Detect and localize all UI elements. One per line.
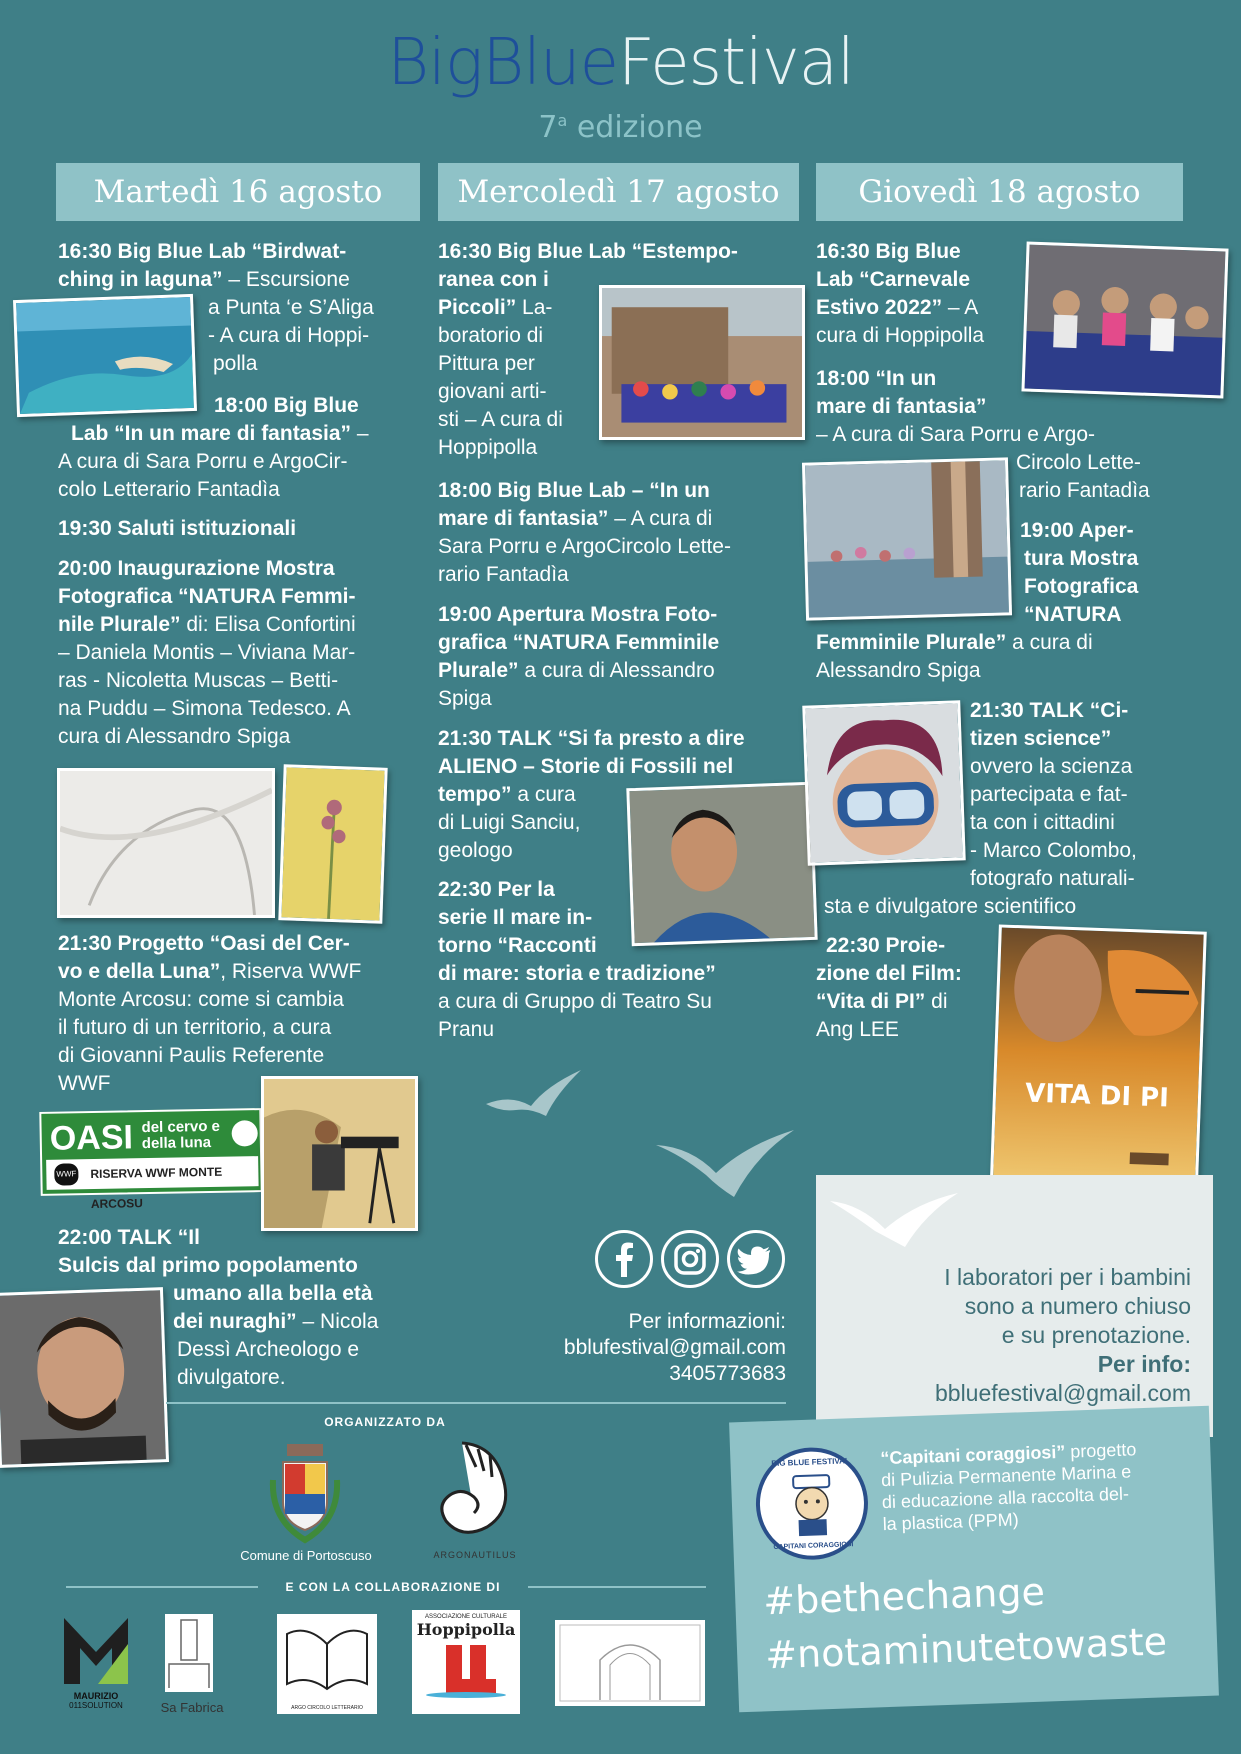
d3-e4-desc2: partecipata e fat- bbox=[970, 783, 1128, 806]
hoppipolla-assoc-label: ASSOCIAZIONE CULTURALE bbox=[425, 1614, 507, 1620]
d2-e4-title3: tempo” bbox=[438, 783, 512, 806]
d1-e5-title1: 21:30 Progetto “Oasi del Cer- bbox=[58, 932, 350, 955]
d1-e6-desc2: Dessì Archeologo e bbox=[177, 1338, 360, 1361]
d3-e1-title1: 16:30 Big Blue bbox=[816, 240, 961, 263]
d2-event-racconti bbox=[438, 876, 808, 1044]
hoppipolla-label: Hoppipolla bbox=[416, 1620, 516, 1639]
d3-e3-desc1: a cura di bbox=[1006, 631, 1093, 654]
hoppipolla-logo bbox=[412, 1610, 520, 1714]
d1-e5-desc1: , Riserva WWF bbox=[220, 960, 362, 983]
d1-e4-desc2: – Daniela Montis – Viviana Mar- bbox=[58, 641, 356, 664]
hashtag-notaminutetowaste: #notaminutetowaste bbox=[764, 1619, 1168, 1678]
capitani-text bbox=[880, 1436, 1203, 1535]
d2-e5-desc2: Pranu bbox=[438, 1018, 495, 1041]
d2-e3-title1: 19:00 Apertura Mostra Foto- bbox=[438, 603, 718, 626]
oasi-wwf-logo bbox=[39, 1108, 262, 1212]
vita-di-pi-poster bbox=[989, 924, 1207, 1209]
d2-e5-title3: torno “Racconti bbox=[438, 934, 597, 957]
d3-e1-title3: Estivo 2022” bbox=[816, 296, 943, 319]
argonautilus-label: ARGONAUTILUS bbox=[433, 1550, 517, 1560]
d3-e2-title1: 18:00 “In un bbox=[816, 367, 937, 390]
d3-e4-title1: 21:30 TALK “Ci- bbox=[970, 699, 1129, 722]
d1-e2-desc3: colo Letterario Fantadìa bbox=[58, 478, 280, 501]
d3-e5-desc2: Ang LEE bbox=[816, 1018, 899, 1041]
d3-e4-desc6-line bbox=[824, 893, 1204, 921]
d3-event-carnevale bbox=[816, 238, 1016, 350]
d1-e6-title2: Sulcis dal primo popolamento bbox=[58, 1254, 358, 1277]
d2-e5-title2: serie Il mare in- bbox=[438, 906, 593, 929]
instagram-icon[interactable] bbox=[661, 1230, 719, 1288]
d2-e1-desc4: giovani arti- bbox=[438, 380, 547, 403]
d3-e2-title2: mare di fantasia” bbox=[816, 395, 987, 418]
d1-event-fantasia bbox=[58, 392, 428, 504]
title-blue: Blue bbox=[482, 26, 618, 100]
d3-e1-desc1: – A bbox=[942, 296, 979, 319]
d1-e1-title2: ching in laguna” bbox=[58, 268, 223, 291]
d2-e4-desc1: a cura bbox=[511, 783, 576, 806]
day-header-3: Giovedì 18 agosto bbox=[816, 163, 1183, 221]
d1-e4-desc1: di: Elisa Confortini bbox=[180, 613, 356, 636]
d1-e4-title2: Fotografica “NATURA Femmi- bbox=[58, 585, 356, 608]
d2-e5-title4: di mare: storia e tradizione” bbox=[438, 962, 716, 985]
d1-e3-title: 19:30 Saluti istituzionali bbox=[58, 517, 297, 540]
day-header-1: Martedì 16 agosto bbox=[56, 163, 420, 221]
capitani-desc2: di Pulizia Permanente Marina e bbox=[880, 1461, 1132, 1491]
seagull-icon bbox=[656, 1125, 796, 1203]
d3-e5-desc1: di bbox=[925, 990, 948, 1013]
d1-e6-title1: 22:00 TALK “Il bbox=[58, 1226, 200, 1249]
day-header-2: Mercoledì 17 agosto bbox=[438, 163, 799, 221]
contacts-phone[interactable]: 3405773683 bbox=[669, 1362, 786, 1385]
d1-e5-desc4: di Giovanni Paulis Referente bbox=[58, 1044, 325, 1067]
d2-e3-title2: grafica “NATURA Femminile bbox=[438, 631, 720, 654]
d3-event-citizen-science bbox=[970, 697, 1220, 893]
maurizio-label2: 011SOLUTION bbox=[69, 1701, 123, 1710]
d3-e3-title5: Femminile Plurale” bbox=[816, 631, 1007, 654]
d3-e3-title3: Fotografica bbox=[1024, 575, 1139, 598]
d1-e6-title3: umano alla bella età bbox=[173, 1282, 373, 1305]
d2-e4-desc3: geologo bbox=[438, 839, 513, 862]
oasi-logo-line2: della luna bbox=[141, 1133, 212, 1153]
photographer-photo bbox=[261, 1076, 418, 1231]
facebook-icon[interactable] bbox=[595, 1230, 653, 1288]
twitter-icon[interactable] bbox=[727, 1230, 785, 1288]
d1-event-saluti bbox=[58, 515, 428, 543]
comune-label: Comune di Portoscuso bbox=[240, 1548, 372, 1563]
collaboration-label: E CON LA COLLABORAZIONE DI bbox=[285, 1580, 501, 1594]
capitani-title: “Capitani coraggiosi” bbox=[880, 1441, 1066, 1469]
capitani-desc1: progetto bbox=[1064, 1439, 1137, 1462]
moon-deer-icon bbox=[231, 1120, 257, 1146]
d3-e1-title2: Lab “Carnevale bbox=[816, 268, 971, 291]
d2-e1-title1: 16:30 Big Blue Lab “Estempo- bbox=[438, 240, 738, 263]
d3-e2-desc3: rario Fantadìa bbox=[1019, 479, 1150, 502]
contacts-email[interactable]: bblufestival@gmail.com bbox=[563, 1336, 786, 1359]
d1-e4-desc3: ras - Nicoletta Muscas – Betti- bbox=[58, 669, 339, 692]
nicola-dessi-photo bbox=[0, 1287, 169, 1468]
capitani-coraggiosi-box bbox=[729, 1406, 1219, 1713]
feather-photo bbox=[57, 768, 275, 918]
d2-e5-desc1: a cura di Gruppo di Teatro Su bbox=[438, 990, 712, 1013]
d1-e5-title2: vo e della Luna” bbox=[58, 960, 221, 983]
divider bbox=[528, 1586, 706, 1588]
partner-logo-gate bbox=[555, 1620, 705, 1706]
title-festival: Festival bbox=[617, 26, 854, 100]
captain-cat-icon bbox=[781, 1471, 843, 1539]
seagull-icon bbox=[830, 1189, 960, 1251]
capitani-desc3: di educazione alla raccolta del- bbox=[881, 1483, 1130, 1513]
d1-e1-title1: 16:30 Big Blue Lab “Birdwat- bbox=[58, 240, 347, 263]
contacts-label: Per informazioni: bbox=[628, 1310, 786, 1333]
d2-e1-title2: ranea con i bbox=[438, 268, 549, 291]
d1-e2-title2: Lab “In un mare di fantasia” bbox=[71, 422, 352, 445]
mask-boy-photo bbox=[802, 700, 965, 865]
d1-e4-desc5: cura di Alessandro Spiga bbox=[58, 725, 291, 748]
d2-event-mostra bbox=[438, 601, 808, 713]
info-box bbox=[816, 1175, 1213, 1437]
d2-e3-desc1: a cura di Alessandro bbox=[518, 659, 715, 682]
argonautilus-logo bbox=[432, 1435, 518, 1550]
edition-number: 7 bbox=[538, 110, 558, 145]
festival-title bbox=[0, 28, 1241, 98]
edition-text: edizione bbox=[576, 110, 703, 145]
d1-event-mostra bbox=[58, 555, 428, 751]
d2-e1-title3: Piccoli” bbox=[438, 296, 517, 319]
contacts-block bbox=[520, 1309, 786, 1387]
d1-e2-desc2: A cura di Sara Porru e ArgoCir- bbox=[58, 450, 348, 473]
d2-e2-title2: mare di fantasia” bbox=[438, 507, 609, 530]
d3-e5-title1: 22:30 Proie- bbox=[826, 934, 946, 957]
d1-e5-desc5: WWF bbox=[58, 1072, 111, 1095]
maurizio-logo bbox=[62, 1614, 130, 1714]
d3-e4-desc5: fotografo naturali- bbox=[970, 867, 1135, 890]
d1-e4-title1: 20:00 Inaugurazione Mostra bbox=[58, 557, 335, 580]
divider bbox=[166, 1402, 786, 1404]
d2-e5-title1: 22:30 Per la bbox=[438, 878, 555, 901]
info-line1: I laboratori per i bambini bbox=[944, 1264, 1191, 1290]
capitani-badge bbox=[754, 1446, 870, 1562]
d1-e5-desc3: il futuro di un territorio, a cura bbox=[58, 1016, 332, 1039]
d2-e1-desc2: boratorio di bbox=[438, 324, 544, 347]
argo-circolo-logo bbox=[277, 1614, 377, 1714]
d1-e6-title4: dei nuraghi” bbox=[173, 1310, 297, 1333]
d2-e1-desc1: La- bbox=[516, 296, 553, 319]
d1-e1-desc1: – Escursione bbox=[222, 268, 350, 291]
d1-e6-desc3: divulgatore. bbox=[177, 1366, 286, 1389]
d1-e2-desc1: – bbox=[351, 422, 369, 445]
d2-e4-title1: 21:30 TALK “Si fa presto a dire bbox=[438, 727, 745, 750]
d2-event-fantasia bbox=[438, 477, 808, 589]
d2-e2-desc2: Sara Porru e ArgoCircolo Lette- bbox=[438, 535, 731, 558]
maurizio-label1: MAURIZIO bbox=[73, 1691, 119, 1701]
oasi-logo-line1: del cervo e bbox=[141, 1117, 221, 1137]
d2-e4-title2: ALIENO – Storie di Fossili nel bbox=[438, 755, 734, 778]
d1-e1-desc4: polla bbox=[213, 352, 258, 375]
sa-fabrica-logo bbox=[165, 1614, 213, 1692]
wwf-panda-icon: WWF bbox=[54, 1163, 78, 1185]
d1-e5-desc2: Monte Arcosu: come si cambia bbox=[58, 988, 344, 1011]
info-email[interactable]: bbluefestival@gmail.com bbox=[934, 1380, 1191, 1406]
d3-e3-title1: 19:00 Aper- bbox=[1020, 519, 1134, 542]
d1-e1-desc3: - A cura di Hoppi- bbox=[208, 324, 370, 347]
badge-top-label: BIG BLUE FESTIVAL bbox=[771, 1456, 850, 1469]
d3-e1-desc2: cura di Hoppipolla bbox=[816, 324, 985, 347]
d3-e5-title2: zione del Film: bbox=[816, 962, 962, 985]
info-line2: sono a numero chiuso bbox=[964, 1293, 1191, 1319]
edition-label bbox=[0, 110, 1241, 145]
d3-e3-desc2: Alessandro Spiga bbox=[816, 659, 981, 682]
sa-fabrica-label: Sa Fabrica bbox=[160, 1700, 224, 1715]
d1-e4-title3: nile Plurale” bbox=[58, 613, 181, 636]
portoscuso-coat-of-arms bbox=[265, 1440, 345, 1550]
d2-e2-title1: 18:00 Big Blue Lab – “In un bbox=[438, 479, 710, 502]
d2-e2-desc3: rario Fantadìa bbox=[438, 563, 569, 586]
divider bbox=[66, 1586, 258, 1588]
d1-event-oasi bbox=[58, 930, 428, 1098]
badge-bottom-label: CAPITANI CORAGGIOSI bbox=[773, 1541, 854, 1551]
d3-e4-title2: tizen science” bbox=[970, 727, 1112, 750]
info-line3: e su prenotazione. bbox=[1001, 1322, 1191, 1348]
argo-circolo-label: ARGO CIRCOLO LETTERARIO bbox=[291, 1705, 363, 1711]
d1-e4-desc4: na Puddu – Simona Tedesco. A bbox=[58, 697, 351, 720]
poster-title: VITA DI PI bbox=[1024, 1078, 1170, 1114]
d3-e4-desc3: ta con i cittadini bbox=[970, 811, 1115, 834]
d1-e2-title1: 18:00 Big Blue bbox=[214, 394, 359, 417]
organized-by-label: ORGANIZZATO DA bbox=[324, 1415, 446, 1429]
oasi-logo-reserve: RISERVA WWF MONTE ARCOSU bbox=[46, 1156, 258, 1190]
painting-lab-photo bbox=[599, 285, 805, 440]
d3-e3-title2: tura Mostra bbox=[1024, 547, 1139, 570]
info-text bbox=[935, 1263, 1191, 1408]
hashtag-bethechange: #bethechange bbox=[762, 1569, 1046, 1624]
d2-e4-desc2: di Luigi Sanciu, bbox=[438, 811, 581, 834]
d3-e2-desc1: – A cura di Sara Porru e Argo- bbox=[816, 423, 1095, 446]
d3-e3-title4: “NATURA bbox=[1024, 603, 1122, 626]
seagull-icon bbox=[486, 1066, 586, 1124]
d2-e1-desc5: sti – A cura di bbox=[438, 408, 563, 431]
d3-e5-title3: “Vita di PI” bbox=[816, 990, 926, 1013]
title-big: Big bbox=[387, 26, 483, 100]
d2-e2-desc1: – A cura di bbox=[608, 507, 713, 530]
d2-e3-desc2: Spiga bbox=[438, 687, 492, 710]
d3-event-mostra bbox=[816, 517, 1216, 685]
oasi-logo-text: OASI bbox=[49, 1118, 134, 1158]
d3-event-film bbox=[816, 932, 996, 1044]
d2-e1-desc6: Hoppipolla bbox=[438, 436, 538, 459]
d3-e2-desc2: Circolo Lette- bbox=[1016, 451, 1141, 474]
d2-e1-desc3: Pittura per bbox=[438, 352, 535, 375]
d1-e1-desc2: a Punta ‘e S’Aliga bbox=[208, 296, 374, 319]
d3-e4-desc1: ovvero la scienza bbox=[970, 755, 1133, 778]
d3-e4-desc4: - Marco Colombo, bbox=[970, 839, 1137, 862]
edition-suffix: a bbox=[557, 111, 568, 130]
d1-e6-desc1: – Nicola bbox=[296, 1310, 379, 1333]
capitani-desc4: la plastica (PPM) bbox=[882, 1509, 1020, 1535]
info-per-info: Per info: bbox=[1097, 1351, 1191, 1377]
d3-e4-desc6: sta e divulgatore scientifico bbox=[824, 895, 1077, 918]
d2-e3-title3: Plurale” bbox=[438, 659, 519, 682]
flower-photo bbox=[278, 764, 387, 924]
